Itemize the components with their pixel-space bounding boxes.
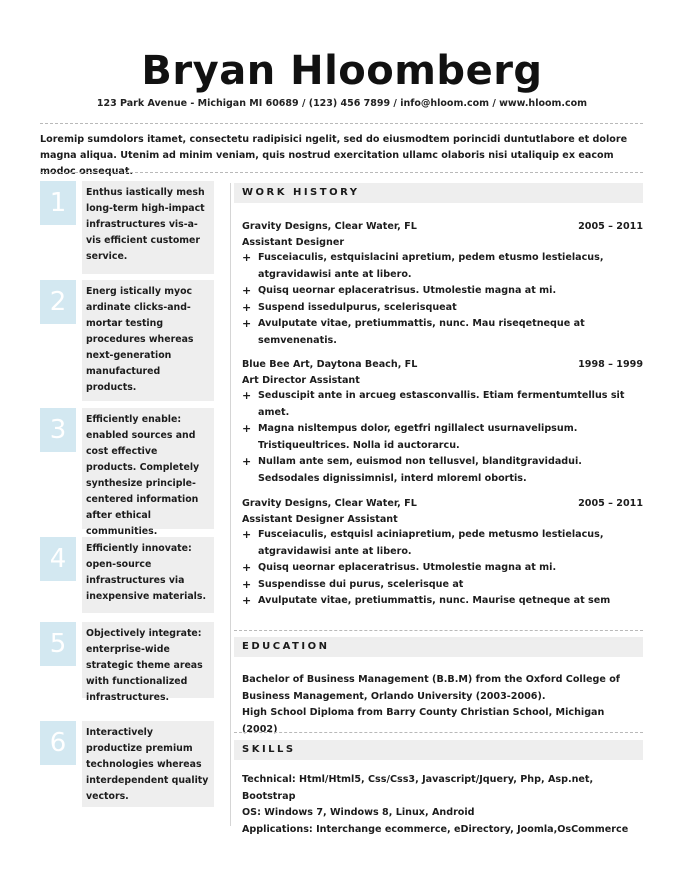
job-3-dates: 2005 – 2011 (578, 498, 643, 509)
work-history-heading: WORK HISTORY (234, 183, 643, 203)
list-item: + Fusceiaculis, estquislacini apretium, pedem etusmo lestielacus, atgravidawisi ante at libero. (242, 251, 604, 280)
job-1 (242, 219, 643, 349)
education-block (242, 672, 643, 738)
plus-icon: + (242, 300, 252, 314)
skills-os: OS: Windows 7, Windows 8, Linux, Android (242, 807, 475, 818)
list-item: + Suspend issedulpurus, scelerisqueat (242, 300, 643, 317)
summary-paragraph: Loremip sumdolors itamet, consectetu radipisici ngelit, sed do eiusmodtem porincidi duntutlabore et dolore magna aliqua. Utenim ad minim veniam, quis nostrud exercitation ullamc olaboris nisi utaliquip ex eacom modoc onsequat. (40, 134, 628, 177)
list-item: + Avulputate vitae, pretiummattis, nunc. Mau riseqetneque at semvenenatis. (242, 317, 585, 346)
list-item: + Quisq ueornar eplaceratrisus. Utmolestie magna at mi. (242, 560, 643, 577)
sidebar-text-4: Efficiently innovate: open-source infrastructures via inexpensive materials. (82, 537, 214, 613)
list-item: + Suspendisse dui purus, scelerisque at (242, 577, 643, 594)
plus-icon: + (242, 389, 252, 402)
sidebar-text-5: Objectively integrate: enterprise-wide strategic theme areas with functionalized infrastructures. (82, 622, 214, 698)
skills-applications: Applications: Interchange ecommerce, eDirectory, Joomla,OsCommerce (242, 823, 629, 835)
skills-heading: SKILLS (234, 740, 643, 760)
sidebar-item-2 (40, 280, 214, 401)
list-item: + Fusceiaculis, estquisl aciniapretium, pede metusmo lestielacus, atgravidawisi ante at libero. (242, 528, 604, 557)
education-divider (234, 732, 643, 733)
plus-icon: + (242, 251, 252, 264)
job-2-company: Blue Bee Art, Daytona Beach, FL (242, 359, 418, 370)
list-item: + Quisq ueornar eplaceratrisus. Utmolestie magna at mi. (242, 283, 643, 300)
education-degree: Bachelor of Business Management (B.B.M) from the Oxford College of Business Management, Orlando University (2003-2006). (242, 674, 620, 702)
job-1-dates: 2005 – 2011 (578, 221, 643, 232)
skills-block (242, 772, 643, 838)
job-2-dates: 1998 – 1999 (578, 359, 643, 370)
summary-divider (40, 172, 643, 173)
plus-icon: + (242, 317, 252, 330)
sidebar-number-1: 1 (40, 181, 76, 225)
plus-icon: + (242, 528, 252, 541)
job-2-bullets (242, 388, 643, 487)
plus-icon: + (242, 577, 252, 591)
sidebar-text-2: Energ istically myoc ardinate clicks-and-mortar testing procedures whereas next-generation manufactured products. (82, 280, 214, 401)
header-divider (40, 123, 643, 124)
sidebar-text-3: Efficiently enable: enabled sources and cost effective products. Completely synthesize principle-centered information after ethical communities. (82, 408, 214, 529)
job-1-role: Assistant Designer (242, 237, 345, 248)
column-divider (230, 183, 231, 826)
list-item: + Magna nisltempus dolor, egetfri ngillalect usurnavelipsum. Tristiqueultrices. Nolla id auctorarcu. (242, 422, 578, 451)
job-3-role: Assistant Designer Assistant (242, 514, 398, 525)
list-item: + Seduscipit ante in arcueg estasconvallis. Etiam fermentumtellus sit amet. (242, 389, 625, 418)
sidebar-item-5 (40, 622, 214, 703)
sidebar-item-4 (40, 537, 214, 613)
work-divider (234, 630, 643, 631)
plus-icon: + (242, 561, 252, 574)
plus-icon: + (242, 422, 252, 435)
job-1-bullets (242, 250, 643, 349)
job-1-company: Gravity Designs, Clear Water, FL (242, 221, 417, 232)
education-heading: EDUCATION (234, 637, 643, 657)
education-diploma: High School Diploma from Barry County Christian School, Michigan (2002) (242, 707, 605, 735)
sidebar-text-1: Enthus iastically mesh long-term high-impact infrastructures vis-a-vis efficient customer service. (82, 181, 214, 274)
plus-icon: + (242, 284, 252, 297)
job-3-company: Gravity Designs, Clear Water, FL (242, 498, 417, 509)
plus-icon: + (242, 455, 252, 468)
sidebar-number-4: 4 (40, 537, 76, 581)
sidebar-item-6 (40, 721, 214, 807)
job-3 (242, 496, 643, 610)
job-2 (242, 357, 643, 487)
list-item: + Nullam ante sem, euismod non tellusvel, blanditgravidadui. Sedsodales dignissimnisl, interd mloreml obortis. (242, 455, 582, 484)
sidebar-item-1 (40, 181, 214, 274)
resume-name: Bryan Hloomberg (141, 48, 543, 94)
job-1-header (242, 219, 643, 235)
sidebar-number-6: 6 (40, 721, 76, 765)
sidebar-number-3: 3 (40, 408, 76, 452)
job-3-bullets (242, 527, 643, 610)
sidebar-number-5: 5 (40, 622, 76, 666)
sidebar-text-6: Interactively productize premium technologies whereas interdependent quality vectors. (82, 721, 214, 807)
job-2-role: Art Director Assistant (242, 375, 360, 386)
list-item: + Avulputate vitae, pretiummattis, nunc. Maurise qetneque at sem (242, 593, 643, 610)
plus-icon: + (242, 594, 252, 607)
contact-line: 123 Park Avenue - Michigan MI 60689 / (123) 456 7899 / info@hloom.com / www.hloom.com (96, 98, 588, 109)
sidebar-item-3 (40, 408, 214, 537)
sidebar-number-2: 2 (40, 280, 76, 324)
skills-technical: Technical: Html/Html5, Css/Css3, Javascript/Jquery, Php, Asp.net, Bootstrap (242, 774, 594, 802)
job-3-header (242, 496, 643, 512)
job-2-header (242, 357, 643, 373)
